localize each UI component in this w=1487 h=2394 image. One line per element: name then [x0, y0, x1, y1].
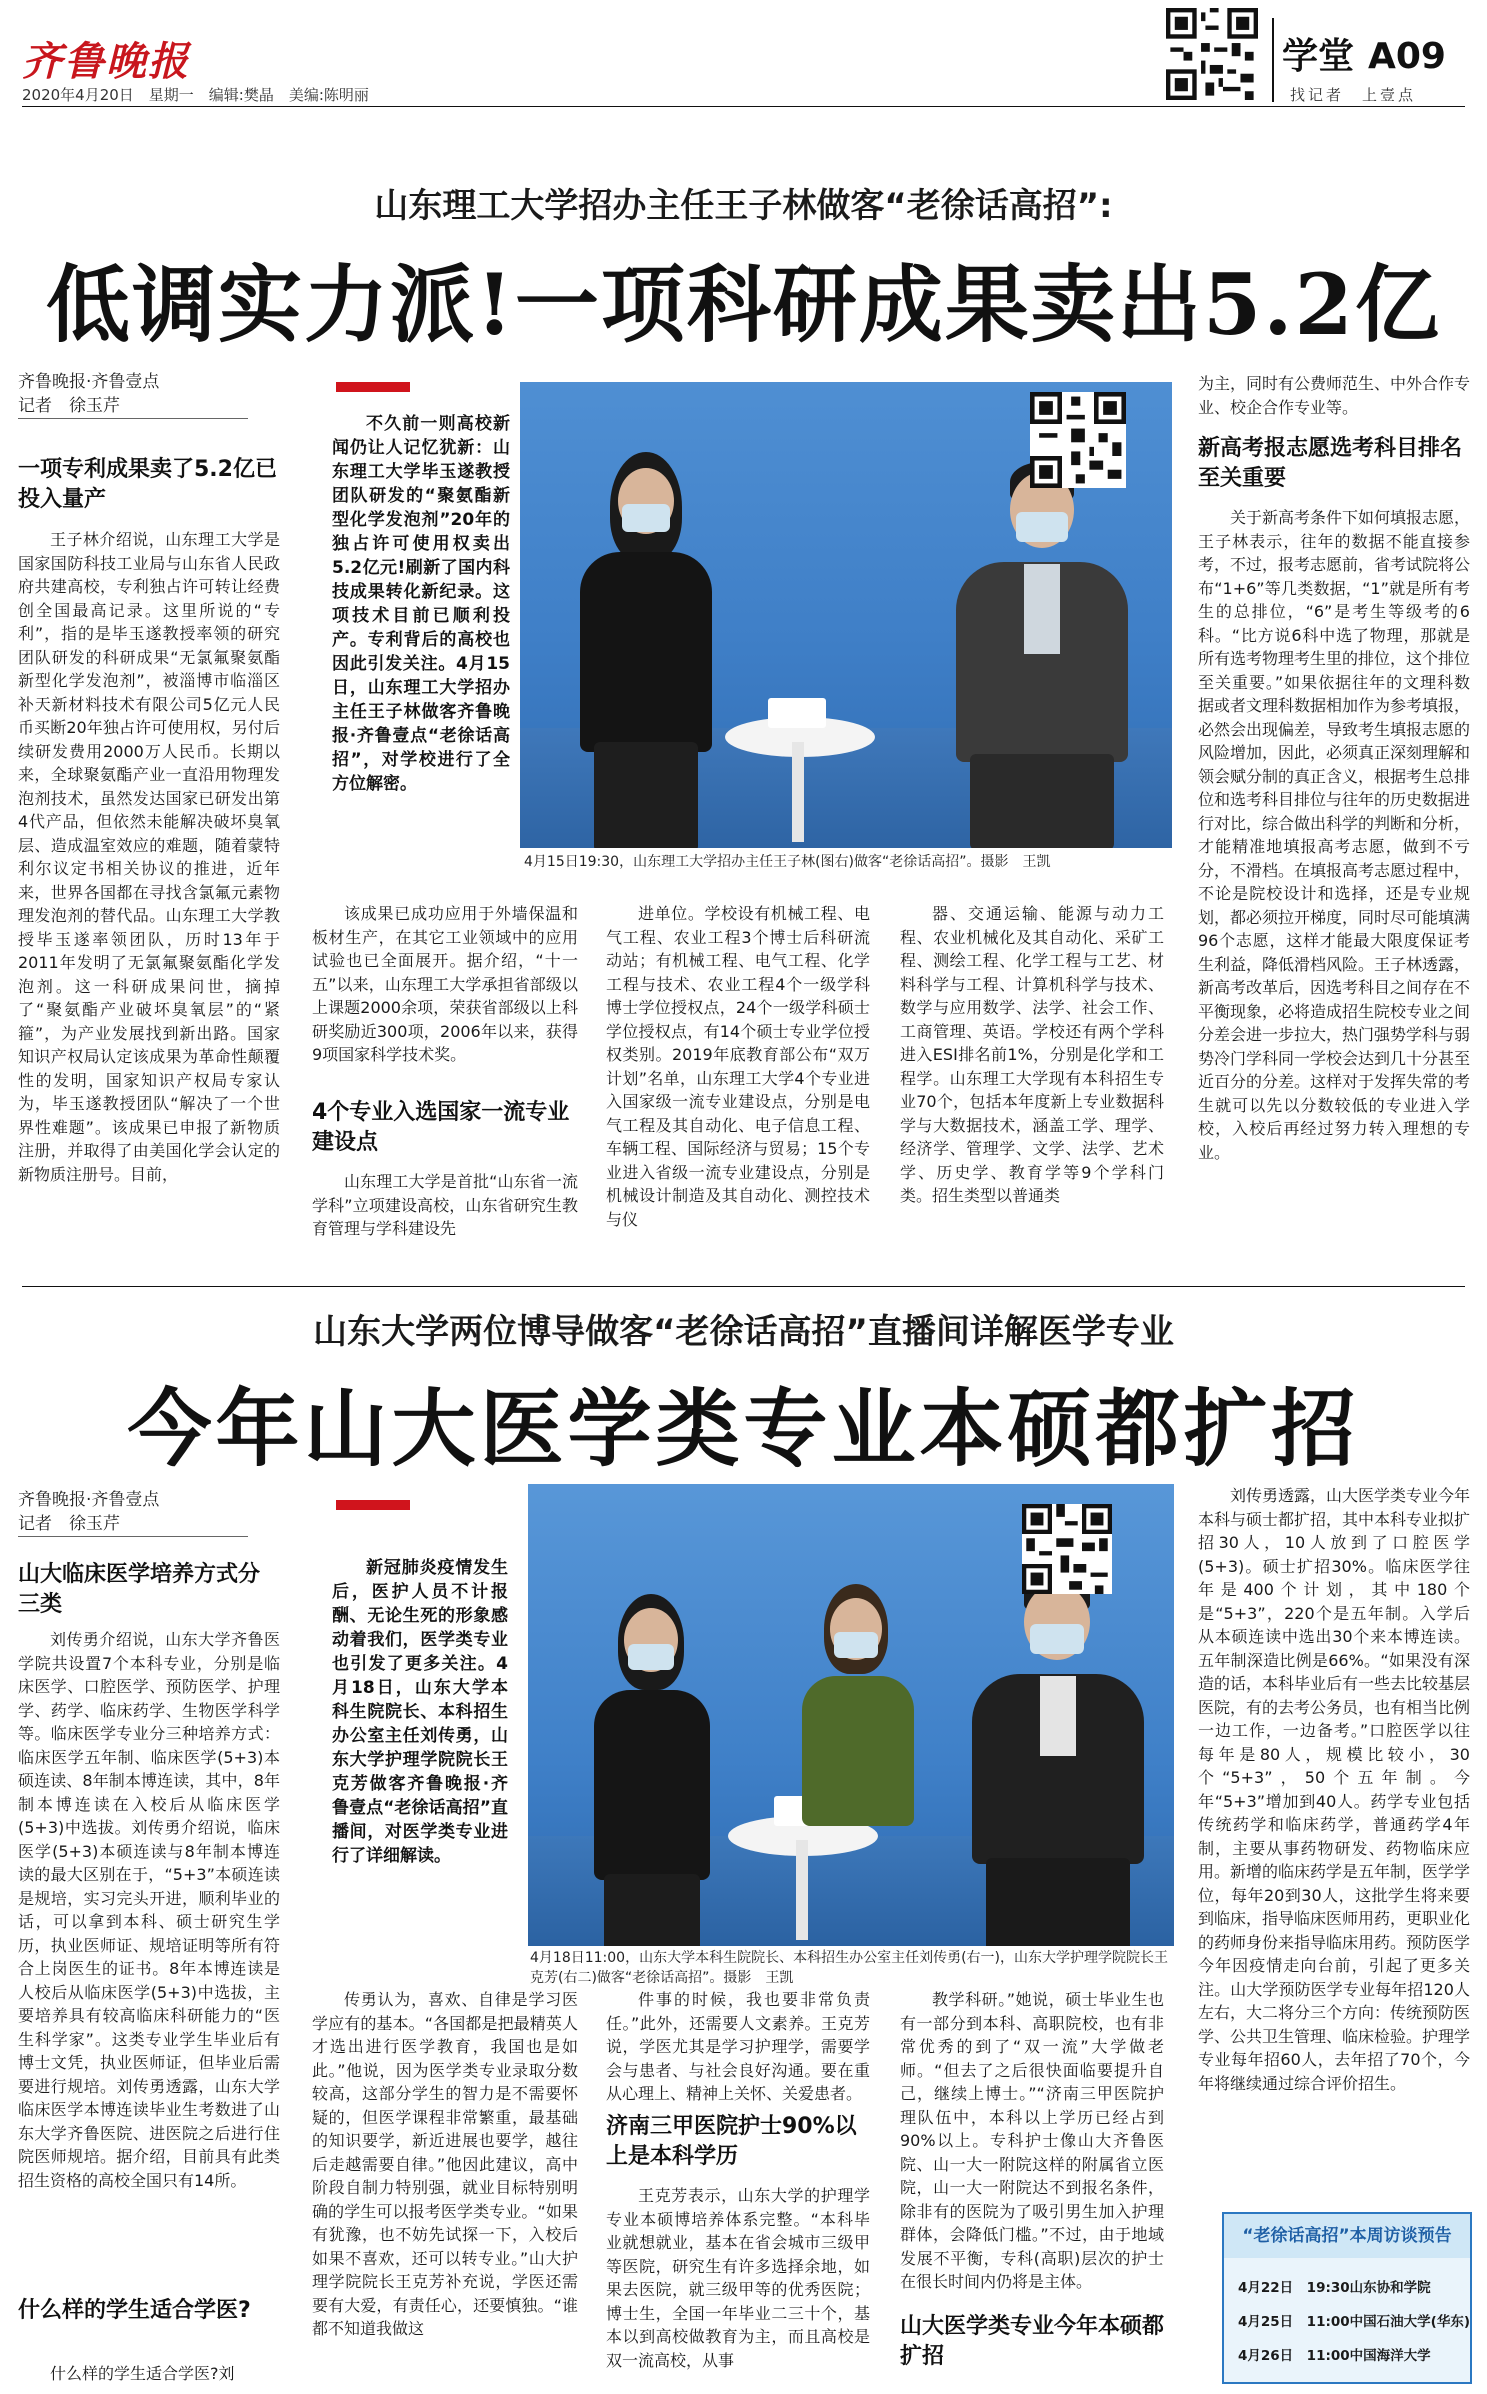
lead-marker	[336, 382, 410, 392]
qr-code-icon[interactable]	[1166, 8, 1258, 100]
article1-col-5: 关于新高考条件下如何填报志愿，王子林表示，往年的数据不能直接参考，不过，报考志愿前，省考试院将公布“1+6”等几类数据，“1”就是所有考生的总排位，“6”是考生等级考的6科。“比方说6科中选了物理，那就是所有选考物理考生里的排位，这个排位至关重要。”如果依据往年的文理科数据或者文理科数据相加作为参考填报，必然会出现偏差，导致考生填报志愿的风险增加，因此，必须真正深刻理解和领会赋分制的真正含义，根据考生总排位和选考科目排位与往年的历史数据进行对比，综合做出科学的判断和分析，才能精准地填报高考志愿，做到不亏分，不滑档。在填报高考志愿过程中，不论是院校设计和选择，还是专业规划，都必须拉开梯度，同时尽可能填满96个志愿，这样才能最大限度保证考生利益，降低滑档风险。王子林透露，新高考改革后，因选考科目之间存在不平衡现象，必将造成招生院校专业之间分差会进一步拉大，热门强势学科与弱势冷门学科同一学校会达到几十分甚至近百分的分差。这样对于发挥失常的考生就可以先以分数较低的专业进入学校，入校后再经过努力转入理想的专业。	[1198, 508, 1470, 1162]
section-name: 学堂	[1282, 36, 1355, 77]
article2-source-name: 齐鲁晚报·齐鲁壹点	[18, 1490, 160, 1510]
article1-pretitle: 山东理工大学招办主任王子林做客“老徐话高招”:	[374, 186, 1113, 226]
article2-photo	[528, 1484, 1174, 1946]
article1-reporter: 记者 徐玉芹	[18, 394, 248, 419]
article2-subhead-4: 山大医学类专业今年本硕都扩招	[900, 2314, 1165, 2369]
article2-subhead-1: 山大临床医学培养方式分三类	[18, 1562, 261, 1617]
section-title	[1282, 28, 1446, 79]
article1-photo-caption: 4月15日19:30，山东理工大学招办主任王子林(图右)做客“老徐话高招”。摄影 王凯	[524, 854, 1051, 870]
section-subtitle: 找记者 上壹点	[1290, 86, 1417, 104]
article1-lead: 不久前一则高校新闻仍让人记忆犹新：山东理工大学毕玉遂教授团队研发的“聚氨酯新型化学发泡剂”20年的独占许可使用权卖出5.2亿元!刷新了国内科技成果转化新纪录。这项技术目前已顺利投产。专利背后的高校也因此引发关注。4月15日，山东理工大学招办主任王子林做客齐鲁晚报·齐鲁壹点“老徐话高招”，对学校进行了全方位解密。	[332, 414, 510, 794]
article2-lead: 新冠肺炎疫情发生后，医护人员不计报酬、无论生死的形象感动着我们，医学类专业也引发了更多关注。4月18日，山东大学本科生院院长、本科招生办公室主任刘传勇，山东大学护理学院院长王克芳做客齐鲁晚报·齐鲁壹点“老徐话高招”直播间，对医学类专业进行了详细解读。	[332, 1558, 508, 1866]
article2-qr-code-icon[interactable]	[1022, 1504, 1112, 1594]
article1-source	[18, 370, 258, 419]
masthead-logo: 齐鲁晚报	[22, 38, 190, 85]
article1-subhead-3: 新高考报志愿选考科目排名至关重要	[1198, 436, 1463, 491]
article1-col-3: 进单位。学校设有机械工程、电气工程、农业工程3个博士后科研流动站；有机械工程、电气工程、化学工程与技术、农业工程4个一级学科博士学位授权点，24个一级学科硕士学位授权点，有14个硕士专业学位授权类别。2019年底教育部公布“双万计划”名单，山东理工大学4个专业进入国家级一流专业建设点，分别是电气工程及其自动化、电子信息工程、车辆工程、国际经济与贸易；15个专业进入省级一流专业建设点，分别是机械设计制造及其自动化、测控技术与仪	[606, 904, 870, 1229]
article2-col-4: 教学科研。”她说，硕士毕业生也有一部分到本科、高职院校，也有非常优秀的到了“双一流”大学做老师。“但去了之后很快面临要提升自己，继续上博士。”“济南三甲医院护理队伍中，本科以上学历已经占到90%以上。专科护士像山大齐鲁医院、山一大一附院这样的附属省立医院，山一大一附院达不到报名条件，除非有的医院为了吸引男生加入护理群体，会降低门槛。”不过，由于地域发展不平衡，专科(高职)层次的护士在很长时间内仍将是主体。	[900, 1990, 1164, 2291]
article1-col-5-top: 为主，同时有公费师范生、中外合作专业、校企合作专业等。	[1198, 374, 1470, 417]
masthead-rule	[22, 106, 1465, 107]
article2-col-5: 刘传勇透露，山大医学类专业今年本科与硕士都扩招，其中本科专业拟扩招30人，10人放到了口腔医学(5+3)。硕士扩招30%。临床医学往年是400个计划，其中180个是“5+3”，220个是五年制。入学后从本硕连读中选出30个来本博连读。五年制深造比例是66%。“如果没有深造的话，本科毕业后有一些去比较基层医院，有的去考公务员，也有相当比例一边工作，一边备考。”口腔医学以往每年是80人，规模比较小，30个“5+3”，50个五年制。今年“5+3”增加到40人。药学专业包括传统药学和临床药学，普通药学4年制，主要从事药物研发、药物临床应用。新增的临床药学是五年制，医学学位，每年20到30人，这批学生将来要到临床，指导临床医师用药，更职业化的药师身份来指导临床用药。预防医学今年因疫情走向台前，引起了更多关注。山大学预防医学专业每年招120人左右，大二将分三个方向：传统预防医学、公共卫生管理、临床检验。护理学专业每年招60人，去年招了70个，今年将继续通过综合评价招生。	[1198, 1486, 1470, 2093]
article2-col-3b: 王克芳表示，山东大学的护理学专业本硕博培养体系完整。“本科毕业就想就业，基本在省会城市三级甲等医院，研究生有许多选择余地，如果去医院，就三级甲等的优秀医院；博士生，全国一年毕业二三十个，基本以到高校做教育为主，而且高校是双一流高校，从事	[606, 2186, 870, 2370]
article2-headline: 今年山大医学类专业本硕都扩招	[127, 1379, 1360, 1478]
article2-photo-caption: 4月18日11:00，山东大学本科生院院长、本科招生办公室主任刘传勇(右一)，山东大学护理学院院长王克芳(右二)做客“老徐话高招”。摄影 王凯	[530, 1950, 1168, 1986]
article2-pretitle: 山东大学两位博导做客“老徐话高招”直播间详解医学专业	[313, 1312, 1174, 1352]
dateline: 2020年4月20日 星期一 编辑:樊晶 美编:陈明丽	[22, 86, 369, 104]
interview-preview-box	[1222, 2212, 1472, 2384]
article2-col-3: 件事的时候，我也要非常负责任。”此外，还需要人文素养。王克芳说，学医尤其是学习护理学，需要学会与患者、与社会良好沟通。要在重从心理上、精神上关怀、关爱患者。	[606, 1990, 870, 2103]
preview-item: 4月22日 19:30山东协和学院	[1238, 2280, 1431, 2296]
page-number: A09	[1368, 36, 1446, 77]
article1-qr-code-icon[interactable]	[1030, 392, 1126, 488]
article2-subhead-2: 什么样的学生适合学医?	[18, 2298, 251, 2323]
article2-reporter: 记者 徐玉芹	[18, 1512, 248, 1537]
masthead-divider	[1272, 18, 1274, 102]
lead-marker-2	[336, 1500, 410, 1510]
article2-col-1b: 什么样的学生适合学医?刘	[50, 2364, 235, 2383]
article1-headline: 低调实力派!一项科研成果卖出5.2亿	[45, 255, 1441, 354]
article2-source	[18, 1488, 258, 1537]
article-divider	[22, 1286, 1465, 1287]
article2-subhead-3: 济南三甲医院护士90%以上是本科学历	[606, 2114, 857, 2169]
preview-title: “老徐话高招”本周访谈预告	[1224, 2214, 1470, 2258]
preview-item: 4月26日 11:00中国海洋大学	[1238, 2348, 1431, 2364]
article1-col-2b: 山东理工大学是首批“山东省一流学科”立项建设高校，山东省研究生教育管理与学科建设先	[312, 1172, 578, 1238]
article2-col-1: 刘传勇介绍说，山东大学齐鲁医学院共设置7个本科专业，分别是临床医学、口腔医学、预防医学、护理学、药学、临床药学、生物医学科学等。临床医学专业分三种培养方式：临床医学五年制、临床医学(5+3)本硕连读、8年制本博连读，其中，8年制本博连读在入校后从临床医学(5+3)中选拔。刘传勇介绍说，临床医学(5+3)本硕连读与8年制本博连读的最大区别在于，“5+3”本硕连读是规培，实习完头开进，顺利毕业的话，可以拿到本科、硕士研究生学历，执业医师证、规培证明等所有符合上岗医生的证书。8年本博连读是人校后从临床医学(5+3)中选拔，主要培养具有较高临床科研能力的“医生科学家”。这类专业学生毕业后有博士文凭，执业医师证，但毕业后需要进行规培。刘传勇透露，山东大学临床医学本博连读毕业生考数进了山东大学齐鲁医院、进医院之后进行住院医师规培。据介绍，目前具有此类招生资格的高校全国只有14所。	[18, 1630, 280, 2190]
article1-col-4: 器、交通运输、能源与动力工程、农业机械化及其自动化、采矿工程、测绘工程、化学工程与工艺、材料科学与工程、计算机科学与技术、数学与应用数学、法学、社会工作、工商管理、英语。学校还有两个学科进入ESI排名前1%，分别是化学和工程学。山东理工大学现有本科招生专业70个，包括本年度新上专业数据科学与大数据技术，涵盖工学、理学、经济学、管理学、文学、法学、艺术学、历史学、教育学等9个学科门类。招生类型以普通类	[900, 904, 1164, 1205]
article1-col-2: 该成果已成功应用于外墙保温和板材生产，在其它工业领域中的应用试验也已全面展开。据介绍，“十一五”以来，山东理工大学承担省部级以上课题2000余项，荣获省部级以上科研奖励近300项，2006年以来，获得9项国家科学技术奖。	[312, 904, 578, 1064]
article1-source-name: 齐鲁晚报·齐鲁壹点	[18, 372, 160, 392]
article1-photo	[520, 382, 1172, 848]
preview-item: 4月25日 11:00中国石油大学(华东)	[1238, 2314, 1470, 2330]
article2-col-2: 传勇认为，喜欢、自律是学习医学应有的基本。“各国都是把最精英人才选出进行医学教育，我国也是如此。”他说，因为医学类专业录取分数较高，这部分学生的智力是不需要怀疑的，但医学课程非常繁重，最基础的知识要学，新近进展也要学，越往后走越需要自律。”他因此建议，高中阶段自制力特别强，就业目标特别明确的学生可以报考医学类专业。“如果有犹豫，也不妨先试探一下，入校后如果不喜欢，还可以转专业。”山大护理学院院长王克芳补充说，学医还需要有大爱，有责任心，还要慎独。“谁都不知道我做这	[312, 1990, 578, 2338]
article1-col-1: 王子林介绍说，山东理工大学是国家国防科技工业局与山东省人民政府共建高校，专利独占许可转让经费创全国最高记录。这里所说的“专利”，指的是毕玉遂教授率领的研究团队研发的科研成果“无氯氟聚氨酯新型化学发泡剂”，被淄博市临淄区补天新材料技术有限公司5亿元人民币买断20年独占许可使用权，另付后续研发费用2000万人民币。长期以来，全球聚氨酯产业一直沿用物理发泡剂技术，虽然发达国家已研发出第4代产品，但依然未能解决破坏臭氧层、造成温室效应的难题，随着蒙特利尔议定书相关协议的推进，近年来，世界各国都在寻找含氯氟元素物理发泡剂的替代品。山东理工大学教授毕玉遂率领团队，历时13年于2011年发明了无氯氟聚氨酯化学发泡剂。这一科研成果问世，摘掉了“聚氨酯产业破坏臭氧层”的“紧箍”，为产业发展找到新出路。国家知识产权局认定该成果为革命性颠覆性的发明，国家知识产权局专家认为，毕玉遂教授团队“解决了一个世界性难题”。该成果已申报了新物质注册，并取得了由美国化学会认定的新物质注册号。目前，	[18, 530, 280, 1184]
article1-subhead-1: 一项专利成果卖了5.2亿已投入量产	[18, 457, 277, 512]
article1-subhead-2: 4个专业入选国家一流专业建设点	[312, 1100, 570, 1155]
